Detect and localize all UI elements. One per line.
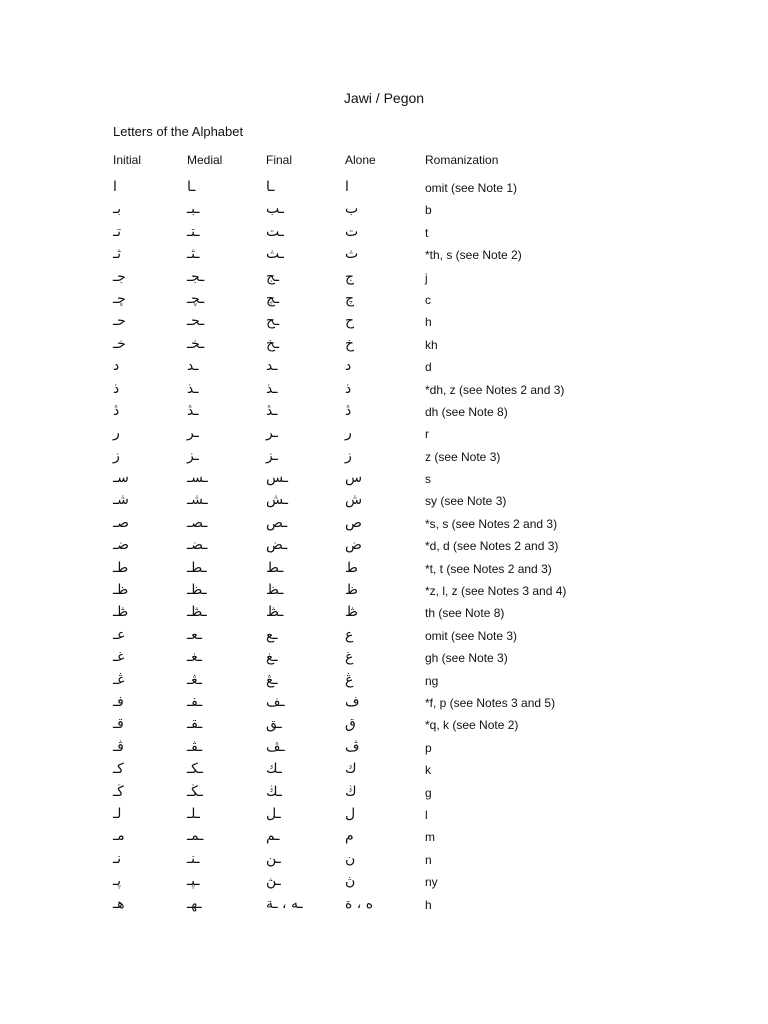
medial-form: ـلـ — [187, 805, 200, 822]
alone-form: ڠ — [345, 671, 354, 688]
alone-form: ل — [345, 805, 356, 822]
final-form: ـڠ — [266, 671, 278, 688]
final-form: ـك — [266, 761, 282, 778]
table-header-row — [0, 153, 768, 169]
medial-form: ـنـ — [187, 850, 200, 867]
romanization: ng — [425, 673, 439, 688]
final-form: ـز — [266, 447, 278, 464]
table-row — [0, 625, 768, 647]
romanization: *d, d (see Notes 2 and 3) — [425, 539, 559, 554]
table-row — [0, 580, 768, 602]
table-row — [0, 849, 768, 871]
initial-form: ڬـ — [113, 783, 124, 800]
initial-form: سـ — [113, 470, 129, 487]
romanization: sy (see Note 3) — [425, 494, 507, 509]
medial-form: ـغـ — [187, 649, 202, 666]
medial-form: ـحـ — [187, 313, 205, 330]
column-header-medial: Medial — [187, 153, 223, 167]
alone-form: ن — [345, 850, 356, 867]
alone-form: ب — [345, 201, 359, 218]
final-form: ـن — [266, 850, 281, 867]
final-form: ـڎ — [266, 402, 278, 419]
alone-form: ض — [345, 537, 362, 554]
initial-form: صـ — [113, 514, 129, 531]
medial-form: ـتـ — [187, 223, 200, 240]
document-title: Jawi / Pegon — [343, 90, 425, 106]
romanization: n — [425, 852, 432, 867]
romanization: th (see Note 8) — [425, 606, 505, 621]
medial-form: ـر — [187, 425, 199, 442]
initial-form: فـ — [113, 693, 124, 710]
initial-form: ڤـ — [113, 738, 124, 755]
romanization: g — [425, 785, 432, 800]
romanization: kh — [425, 337, 438, 352]
alone-form: ڟ — [345, 604, 358, 621]
medial-form: ـفـ — [187, 693, 203, 710]
final-form: ـڽ — [266, 873, 281, 890]
romanization: b — [425, 203, 432, 218]
initial-form: جـ — [113, 268, 126, 285]
column-header-romanization: Romanization — [425, 153, 499, 167]
table-row — [0, 401, 768, 423]
initial-form: طـ — [113, 559, 129, 576]
romanization: *s, s (see Notes 2 and 3) — [425, 516, 558, 531]
romanization: ny — [425, 875, 438, 890]
alone-form: خ — [345, 335, 355, 352]
medial-form: ـڎ — [187, 402, 199, 419]
alone-form: ه ، ة — [345, 895, 374, 912]
medial-form: ـهـ — [187, 895, 202, 912]
alone-form: ث — [345, 246, 359, 263]
alone-form: ڎ — [345, 402, 352, 419]
initial-form: ڠـ — [113, 671, 126, 688]
final-form: ـد — [266, 358, 278, 375]
medial-form: ـا — [187, 179, 196, 195]
final-form: ـا — [266, 179, 275, 195]
romanization: *th, s (see Note 2) — [425, 248, 522, 263]
initial-form: ا — [113, 179, 117, 195]
medial-form: ـشـ — [187, 492, 208, 509]
table-row — [0, 423, 768, 445]
medial-form: ـكـ — [187, 761, 203, 778]
column-header-final: Final — [266, 153, 293, 167]
romanization: k — [425, 763, 431, 778]
table-row — [0, 714, 768, 736]
alone-form: ع — [345, 626, 354, 643]
alone-form: ڤ — [345, 738, 360, 755]
table-row — [0, 311, 768, 333]
table-row — [0, 670, 768, 692]
medial-form: ـڟـ — [187, 604, 207, 621]
final-form: ـج — [266, 268, 280, 285]
table-row — [0, 759, 768, 781]
alone-form: ح — [345, 313, 355, 330]
medial-form: ـڬـ — [187, 783, 203, 800]
final-form: ـخ — [266, 335, 280, 352]
romanization: r — [425, 427, 429, 442]
final-form: ـغ — [266, 649, 278, 666]
romanization: dh (see Note 8) — [425, 404, 508, 419]
final-form: ـط — [266, 559, 284, 576]
initial-form: عـ — [113, 626, 126, 643]
romanization: omit (see Note 1) — [425, 181, 518, 195]
initial-form: ذ — [113, 380, 120, 397]
final-form: ـح — [266, 313, 280, 330]
romanization: *f, p (see Notes 3 and 5) — [425, 695, 556, 710]
medial-form: ـقـ — [187, 716, 203, 733]
table-row — [0, 535, 768, 557]
final-form: ـث — [266, 246, 284, 263]
medial-form: ـسـ — [187, 470, 208, 487]
initial-form: د — [113, 358, 120, 375]
initial-form: كـ — [113, 761, 124, 778]
column-header-initial: Initial — [113, 153, 142, 167]
alone-form: چ — [345, 290, 355, 307]
final-form: ـع — [266, 626, 278, 643]
table-row — [0, 334, 768, 356]
alone-form: د — [345, 358, 352, 375]
final-form: ـر — [266, 425, 278, 442]
initial-form: ر — [113, 425, 120, 442]
alone-form: ز — [345, 447, 352, 464]
romanization: c — [425, 292, 431, 307]
initial-form: ڎ — [113, 402, 120, 419]
initial-form: ڽـ — [113, 873, 121, 890]
medial-form: ـذ — [187, 380, 199, 397]
alone-form: ا — [345, 179, 349, 195]
table-row — [0, 826, 768, 848]
final-form: ـش — [266, 492, 288, 509]
table-row — [0, 446, 768, 468]
alone-form: ظ — [345, 582, 358, 599]
initial-form: قـ — [113, 716, 124, 733]
romanization: *dh, z (see Notes 2 and 3) — [425, 382, 565, 397]
medial-form: ـز — [187, 447, 199, 464]
final-form: ـض — [266, 537, 288, 554]
final-form: ـم — [266, 828, 280, 845]
table-row — [0, 244, 768, 266]
initial-form: مـ — [113, 828, 125, 845]
initial-form: ظـ — [113, 582, 129, 599]
alone-form: ڽ — [345, 873, 356, 890]
table-row — [0, 177, 768, 199]
table-row — [0, 468, 768, 490]
alone-form: ج — [345, 268, 355, 285]
initial-form: تـ — [113, 223, 121, 240]
table-row — [0, 804, 768, 826]
alone-form: ط — [345, 559, 358, 576]
medial-form: ـظـ — [187, 582, 207, 599]
table-row — [0, 199, 768, 221]
final-form: ـظ — [266, 582, 284, 599]
medial-form: ـصـ — [187, 514, 208, 531]
romanization: d — [425, 360, 432, 375]
initial-form: لـ — [113, 805, 122, 822]
initial-form: نـ — [113, 850, 121, 867]
romanization: omit (see Note 3) — [425, 628, 518, 643]
table-row — [0, 647, 768, 669]
table-row — [0, 558, 768, 580]
initial-form: ضـ — [113, 537, 129, 554]
romanization: p — [425, 740, 432, 755]
alone-form: ذ — [345, 380, 352, 397]
table-row — [0, 782, 768, 804]
initial-form: هـ — [113, 895, 125, 912]
final-form: ـه ، ـة — [266, 895, 303, 912]
medial-form: ـد — [187, 358, 199, 375]
romanization: j — [425, 270, 428, 285]
alone-form: ص — [345, 514, 362, 531]
final-form: ـص — [266, 514, 288, 531]
table-row — [0, 356, 768, 378]
final-form: ـذ — [266, 380, 278, 397]
final-form: ـڟ — [266, 604, 284, 621]
romanization: l — [425, 807, 428, 822]
romanization: t — [425, 225, 429, 240]
medial-form: ـجـ — [187, 268, 205, 285]
column-header-alone: Alone — [345, 153, 376, 167]
alone-form: ك — [345, 761, 357, 778]
final-form: ـڬ — [266, 783, 282, 800]
medial-form: ـمـ — [187, 828, 204, 845]
final-form: ـل — [266, 805, 281, 822]
medial-form: ـڽـ — [187, 873, 200, 890]
initial-form: خـ — [113, 335, 126, 352]
alphabet-table — [0, 177, 768, 916]
alone-form: ت — [345, 223, 359, 240]
romanization: m — [425, 830, 435, 845]
medial-form: ـبـ — [187, 201, 200, 218]
medial-form: ـچـ — [187, 290, 205, 307]
final-form: ـس — [266, 470, 288, 487]
medial-form: ـعـ — [187, 626, 202, 643]
initial-form: بـ — [113, 201, 121, 218]
romanization: *q, k (see Note 2) — [425, 718, 519, 733]
medial-form: ـطـ — [187, 559, 207, 576]
table-row — [0, 513, 768, 535]
romanization: h — [425, 897, 432, 912]
romanization: *z, l, z (see Notes 3 and 4) — [425, 584, 567, 599]
initial-form: چـ — [113, 290, 126, 307]
final-form: ـت — [266, 223, 284, 240]
table-row — [0, 894, 768, 916]
table-row — [0, 602, 768, 624]
table-row — [0, 267, 768, 289]
alone-form: ف — [345, 693, 360, 710]
final-form: ـف — [266, 693, 285, 710]
table-row — [0, 289, 768, 311]
alone-form: م — [345, 828, 354, 845]
romanization: s — [425, 472, 431, 487]
table-row — [0, 871, 768, 893]
final-form: ـچ — [266, 290, 280, 307]
medial-form: ـڤـ — [187, 738, 203, 755]
alone-form: ق — [345, 716, 356, 733]
final-form: ـڤ — [266, 738, 285, 755]
table-row — [0, 379, 768, 401]
alone-form: ڬ — [345, 783, 357, 800]
alone-form: ر — [345, 425, 352, 442]
medial-form: ـثـ — [187, 246, 200, 263]
initial-form: ڟـ — [113, 604, 129, 621]
romanization: *t, t (see Notes 2 and 3) — [425, 561, 552, 576]
romanization: z (see Note 3) — [425, 449, 501, 464]
initial-form: ز — [113, 447, 120, 464]
table-row — [0, 222, 768, 244]
romanization: gh (see Note 3) — [425, 651, 508, 666]
medial-form: ـضـ — [187, 537, 208, 554]
romanization: h — [425, 315, 432, 330]
alone-form: غ — [345, 649, 354, 666]
initial-form: شـ — [113, 492, 129, 509]
section-title: Letters of the Alphabet — [113, 124, 244, 139]
final-form: ـب — [266, 201, 284, 218]
medial-form: ـڠـ — [187, 671, 202, 688]
initial-form: ثـ — [113, 246, 121, 263]
alone-form: ش — [345, 492, 363, 509]
table-row — [0, 692, 768, 714]
initial-form: حـ — [113, 313, 126, 330]
table-row — [0, 490, 768, 512]
initial-form: غـ — [113, 649, 125, 666]
table-row — [0, 737, 768, 759]
medial-form: ـخـ — [187, 335, 205, 352]
final-form: ـق — [266, 716, 282, 733]
alone-form: س — [345, 470, 363, 487]
